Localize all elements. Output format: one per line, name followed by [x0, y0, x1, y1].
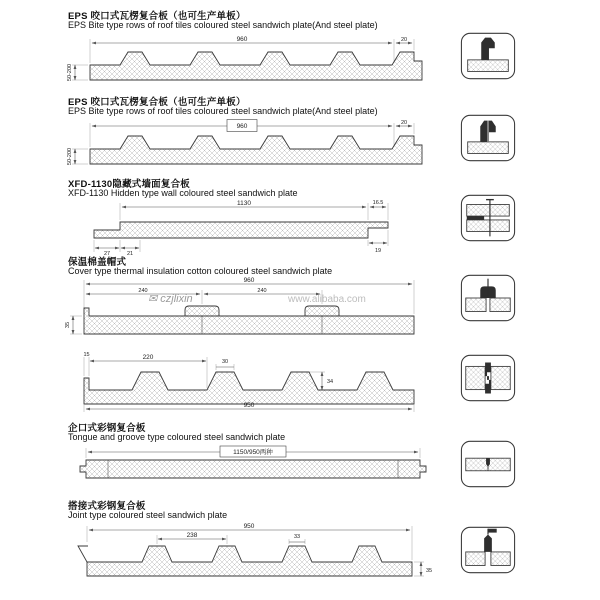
- panel-profile: [80, 460, 426, 478]
- joint-detail-thumb-1: [459, 30, 517, 82]
- dim-overall: 960: [243, 277, 255, 284]
- section-6-title-cn: 企口式彩钢复合板: [68, 423, 146, 434]
- joint-detail-thumb-6: [459, 438, 517, 490]
- cap-right: [305, 306, 339, 316]
- dim-lap: 20: [400, 37, 408, 43]
- panel-profile: [94, 222, 388, 238]
- dim-overall: 1130: [237, 200, 251, 207]
- dim-bottom1: 27: [103, 251, 111, 256]
- dim-ribtop: 33: [293, 534, 301, 540]
- dim-thickness: 50-200: [67, 63, 73, 82]
- watermark-site: www.alibaba.com: [288, 294, 366, 305]
- cap-left: [185, 306, 219, 316]
- watermark-icon: ✉: [148, 293, 158, 305]
- dim-thickness: 35: [426, 568, 433, 574]
- joint-detail-thumb-5: [459, 352, 517, 404]
- panel-profile: [84, 308, 414, 334]
- profile-drawing-5: [62, 348, 447, 414]
- section-3-title-cn: XFD-1130隐藏式墙面复合板: [68, 179, 190, 190]
- seam-detail: [467, 216, 484, 220]
- profile-drawing-4: [62, 276, 447, 348]
- section-2-title-en: EPS Bite type rows of roof tiles coloured steel sandwich plate(And steel plate): [68, 106, 378, 116]
- dim-pitch: 238: [186, 532, 198, 539]
- section-7-title-en: Joint type coloured steel sandwich plate: [68, 510, 228, 520]
- joint-detail-thumb-2: [459, 112, 517, 164]
- section-4-title-en: Cover type thermal insulation cotton coloured steel sandwich plate: [68, 266, 333, 276]
- watermark-brand: ✉ czjlixin: [148, 293, 193, 305]
- profile-drawing-2: [62, 118, 447, 176]
- dim-overall: 960: [236, 123, 248, 130]
- dim-overall: 960: [236, 36, 248, 43]
- dim-overall: 1150/950两种: [233, 449, 273, 456]
- panel-profile: [90, 136, 422, 164]
- section-6-title-en: Tongue and groove type coloured steel sandwich plate: [68, 432, 286, 442]
- dim-lap: 20: [400, 120, 408, 126]
- dim-thickness: 35: [65, 321, 71, 329]
- dim-overall: 950: [243, 402, 255, 409]
- dim-pitch: 220: [142, 354, 154, 361]
- fastener-flag: [488, 529, 497, 533]
- dim-ribheight: 34: [327, 379, 334, 385]
- section-1-title-cn: EPS 咬口式瓦楞复合板（也可生产单板）: [68, 11, 246, 22]
- dim-right: 240: [257, 288, 267, 294]
- dim-edge: 15: [83, 352, 90, 358]
- dim-edge: 16.5: [372, 200, 384, 206]
- profile-drawing-6: [62, 444, 447, 486]
- dim-lip: 19: [374, 248, 382, 254]
- panel-profile: [87, 546, 412, 576]
- dim-ribtop: 30: [221, 359, 229, 365]
- section-2-title-cn: EPS 咬口式瓦楞复合板（也可生产单板）: [68, 97, 246, 108]
- dim-bottom2: 21: [126, 251, 134, 256]
- dim-left: 240: [138, 288, 148, 294]
- profile-drawing-1: [62, 34, 447, 92]
- profile-drawing-3: [70, 198, 415, 256]
- panel-profile: [84, 372, 414, 404]
- joint-detail-thumb-7: [459, 524, 517, 576]
- joint-detail-thumb-4: [459, 272, 517, 324]
- dim-overall: 950: [243, 523, 255, 530]
- lap-edge: [78, 546, 88, 562]
- dim-thickness: 50-200: [67, 147, 73, 166]
- profile-drawing-7: [62, 522, 447, 586]
- section-1-title-en: EPS Bite type rows of roof tiles coloured steel sandwich plate(And steel plate): [68, 20, 378, 30]
- section-7-title-cn: 搭接式彩钢复合板: [68, 501, 146, 512]
- joint-detail-thumb-3: [459, 192, 517, 244]
- section-4-title-cn: 保温棉盖帽式: [68, 257, 127, 268]
- panel-profile: [90, 52, 422, 80]
- section-3-title-en: XFD-1130 Hidden type wall coloured steel sandwich plate: [68, 188, 298, 198]
